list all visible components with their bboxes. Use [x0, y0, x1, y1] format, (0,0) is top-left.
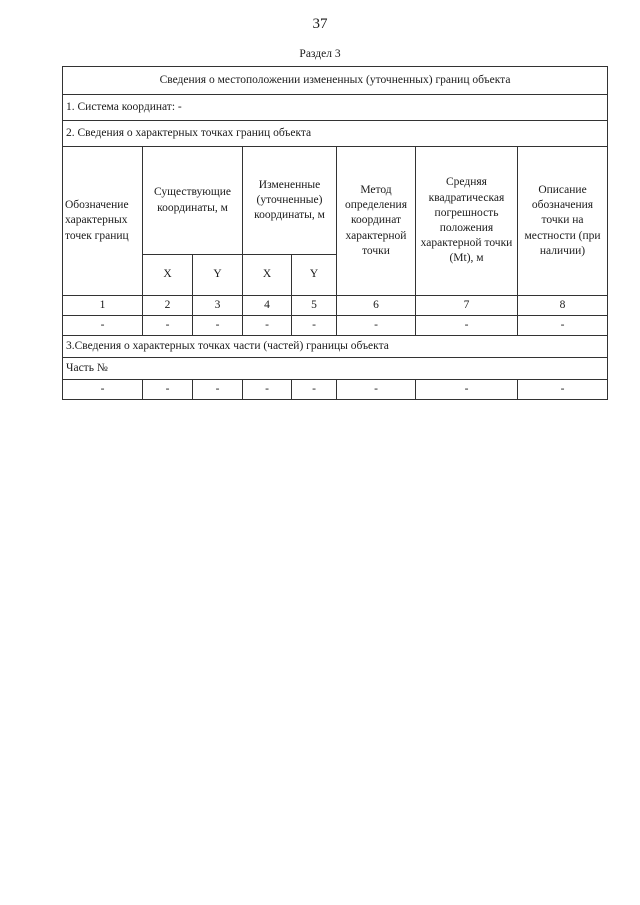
column-number: 3 — [193, 296, 243, 316]
column-number: 4 — [243, 296, 292, 316]
column-number: 1 — [63, 296, 143, 316]
column-number: 8 — [518, 296, 608, 316]
section-label: Раздел 3 — [299, 48, 341, 60]
part-number-row: Часть № — [63, 358, 608, 380]
column-number-row — [63, 296, 608, 316]
table-cell: - — [143, 316, 193, 336]
table-cell: - — [416, 380, 518, 400]
table-cell: - — [193, 380, 243, 400]
table-cell: - — [63, 316, 143, 336]
header-changed-x: X — [243, 255, 292, 296]
table-row — [63, 316, 608, 336]
table-cell: - — [337, 316, 416, 336]
table-cell: - — [63, 380, 143, 400]
table-cell: - — [416, 316, 518, 336]
table-cell: - — [518, 316, 608, 336]
header-error: Средняя квадратическая погрешность положения характерной точки (Mt), м — [416, 147, 518, 296]
column-number: 2 — [143, 296, 193, 316]
page-number: 37 — [312, 16, 328, 32]
header-point-designation: Обозначение характерных точек границ — [63, 147, 143, 296]
header-method: Метод определения координат характерной точки — [337, 147, 416, 296]
header-description: Описание обозначения точки на местности (при наличии) — [518, 147, 608, 296]
header-existing-x: X — [143, 255, 193, 296]
table-cell: - — [193, 316, 243, 336]
table-row — [63, 380, 608, 400]
header-changed-coords: Измененные (уточненные) координаты, м — [243, 147, 337, 255]
column-number: 7 — [416, 296, 518, 316]
table-cell: - — [292, 380, 337, 400]
header-existing-y: Y — [193, 255, 243, 296]
table-cell: - — [337, 380, 416, 400]
column-number: 5 — [292, 296, 337, 316]
table-title: Сведения о местоположении измененных (уточненных) границ объекта — [63, 67, 608, 95]
header-existing-coords: Существующие координаты, м — [143, 147, 243, 255]
table-cell: - — [292, 316, 337, 336]
column-number: 6 — [337, 296, 416, 316]
boundaries-table — [62, 66, 608, 400]
parts-heading-row: 3.Сведения о характерных точках части (частей) границы объекта — [63, 336, 608, 358]
table-cell: - — [243, 380, 292, 400]
table-cell: - — [243, 316, 292, 336]
coord-system-row: 1. Система координат: - — [63, 95, 608, 121]
header-changed-y: Y — [292, 255, 337, 296]
table-cell: - — [143, 380, 193, 400]
table-cell: - — [518, 380, 608, 400]
points-heading-row: 2. Сведения о характерных точках границ объекта — [63, 121, 608, 147]
